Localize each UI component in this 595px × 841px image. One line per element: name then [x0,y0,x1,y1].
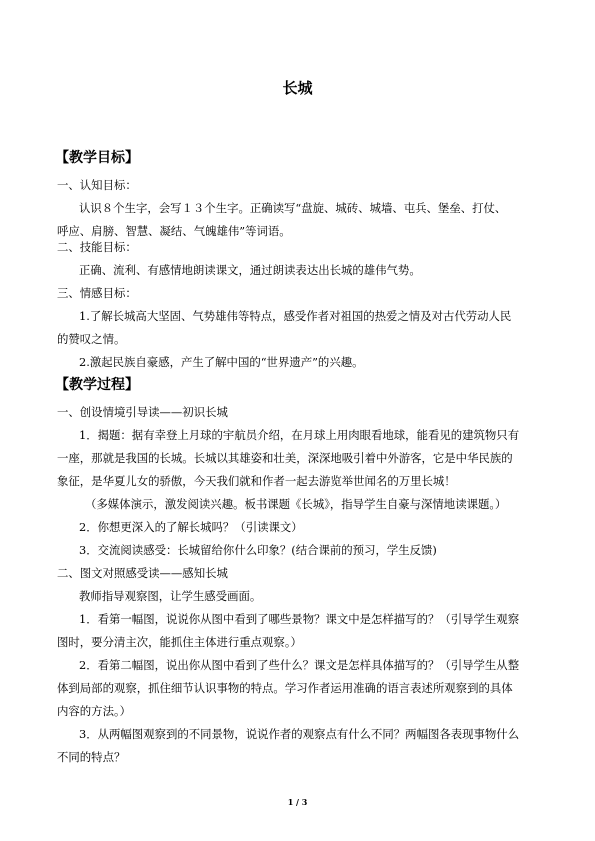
paragraph-line: 3．交流阅读感受：长城留给你什么印象？(结合课前的预习，学生反馈) [79,543,437,557]
paragraph-line: 1．看第一幅图，说说你从图中看到了哪些景物？课文中是怎样描写的？（引导学生观察 [79,612,520,626]
paragraph-line: 1．揭题：据有幸登上月球的宇航员介绍，在月球上用肉眼看地球，能看见的建筑物只有 [79,428,520,442]
paragraph-line: 一座，那就是我国的长城。长城以其雄姿和壮美，深深地吸引着中外游客，它是中华民族的 [57,451,513,465]
paragraph-line: 2.激起民族自豪感，产生了解中国的“世界遗产”的兴趣。 [79,355,364,369]
paragraph-line: 象征，是华夏儿女的骄傲，今天我们就和作者一起去游览举世闻名的万里长城！ [57,474,456,488]
paragraph-line: 图时，要分清主次，能抓住主体进行重点观察。） [57,635,302,649]
paragraph-line: （多媒体演示，激发阅读兴趣。板书课题《长城》，指导学生自豪与深情地读课题。） [85,497,507,511]
goal-2-label: 二、技能目标： [57,240,137,254]
paragraph-line: 的赞叹之情。 [57,332,126,346]
paragraph-line: 3．从两幅图观察到的不同景物，说说作者的观察点有什么不同？两幅图各表现事物什么 [79,727,520,741]
process-2-label: 二、图文对照感受读——感知长城 [57,566,228,580]
paragraph-line: 2．看第二幅图，说出你从图中看到了些什么？课文是怎样具体描写的？（引导学生从整 [79,658,520,672]
goal-1-label: 一、认知目标： [57,178,137,192]
paragraph-line: 不同的特点？ [57,750,126,764]
paragraph-line: 内容的方法。） [57,704,132,718]
paragraph-line: 体到局部的观察，抓住细节认识事物的特点。学习作者运用准确的语言表述所观察到的具体 [57,681,513,695]
paragraph-line: 1.了解长城高大坚固、气势雄伟等特点，感受作者对祖国的热爱之情及对古代劳动人民 [79,309,512,323]
paragraph-line: 呼应、肩膀、智慧、凝结、气魄雄伟”等词语。 [57,224,291,238]
page-title: 长城 [282,79,313,97]
paragraph-line: 教师指导观察图，让学生感受画面。 [79,589,262,603]
process-1-label: 一、创设情境引导读——初识长城 [57,405,228,419]
section-heading-goals: 【教学目标】 [55,150,139,166]
paragraph-line: 认识８个生字，会写１３个生字。正确读写“盘旋、城砖、城墙、屯兵、堡垒、打仗、 [79,201,507,215]
page-number: 1 / 3 [287,797,308,807]
paragraph-line: 2．你想更深入的了解长城吗？（引读课文） [79,520,303,534]
goal-3-label: 三、情感目标： [57,286,137,300]
section-heading-process: 【教学过程】 [55,377,139,393]
paragraph-line: 正确、流利、有感情地朗读课文，通过朗读表达出长城的雄伟气势。 [79,263,421,277]
